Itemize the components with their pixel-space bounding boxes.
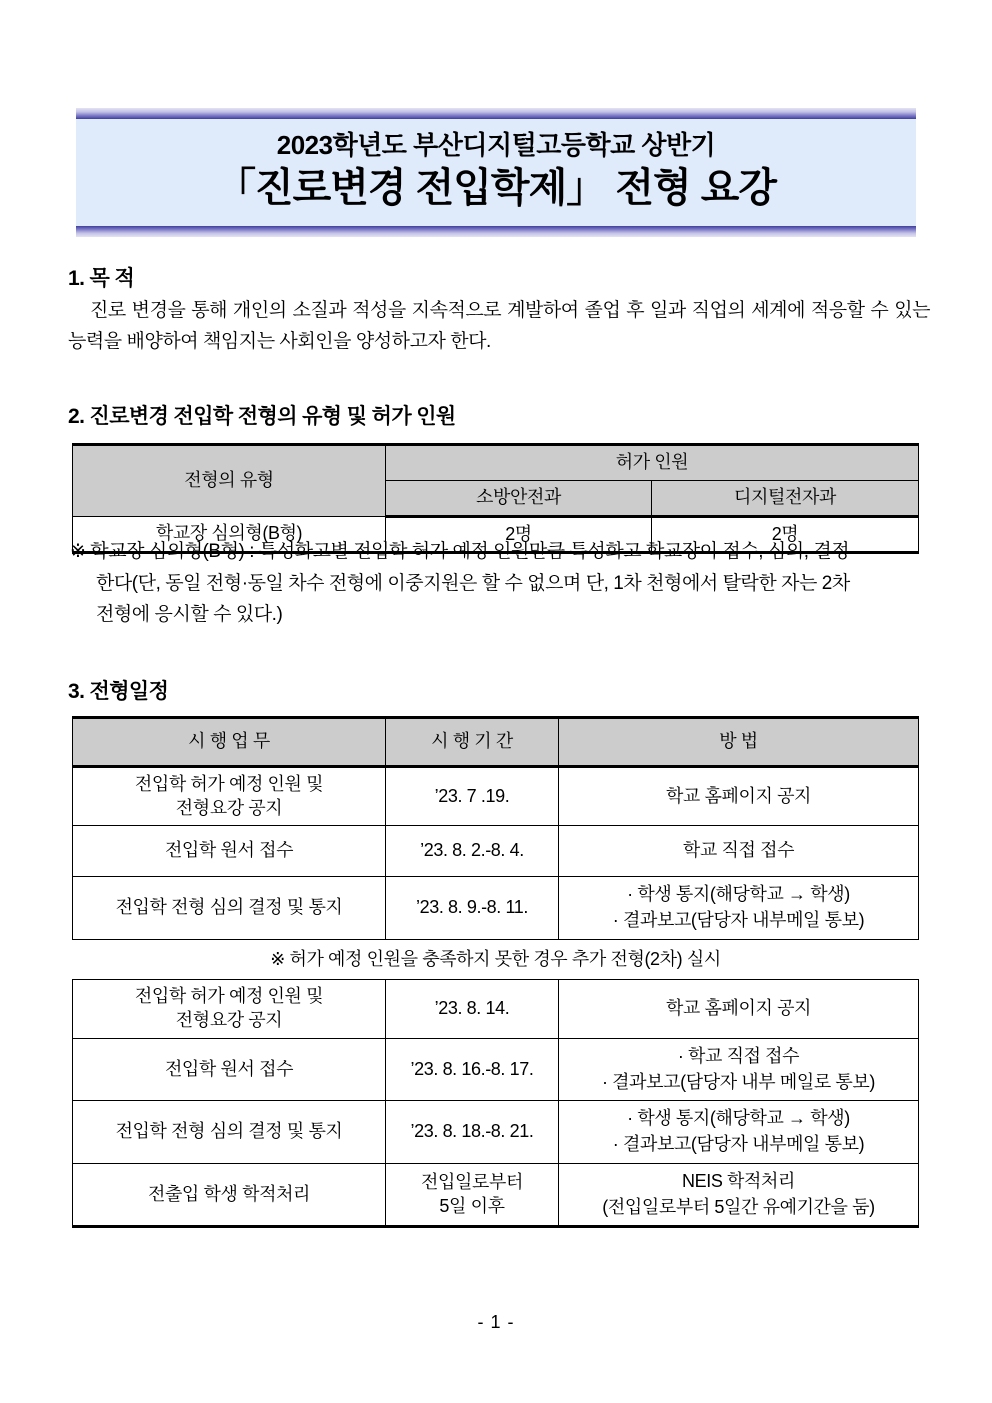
- section-heading-schedule: 3. 전형일정: [68, 680, 169, 703]
- schedule-task: [73, 980, 386, 1039]
- banner-bottom-rule: [76, 226, 916, 237]
- quota-header-type: 전형의 유형: [73, 445, 386, 517]
- schedule-task: 전입학 전형 심의 결정 및 통지: [73, 1101, 386, 1164]
- schedule-period: ’23. 8. 2.-8. 4.: [386, 826, 559, 877]
- schedule-method: [559, 877, 919, 940]
- schedule-method-line: · 결과보고(담당자 내부 메일로 통보): [601, 1071, 876, 1092]
- schedule-spanner-note: ※ 허가 예정 인원을 충족하지 못한 경우 추가 전형(2차) 실시: [73, 939, 919, 980]
- schedule-task: 전입학 원서 접수: [73, 826, 386, 877]
- table-row: [73, 980, 919, 1039]
- schedule-table: [72, 716, 919, 1228]
- schedule-method: [559, 1163, 919, 1227]
- quota-cell-dept2: 2명: [652, 516, 919, 553]
- schedule-header-period: 시 행 기 간: [386, 718, 559, 767]
- page-number: - 1 -: [477, 1312, 515, 1332]
- schedule-period: ’23. 7 .19.: [386, 766, 559, 826]
- schedule-task: 전입학 전형 심의 결정 및 통지: [73, 877, 386, 940]
- schedule-period: ’23. 8. 9.-8. 11.: [386, 877, 559, 940]
- schedule-method-line: · 학교 직접 접수: [677, 1045, 800, 1066]
- table-row: [73, 1038, 919, 1101]
- types-note-line-1: ※ 학교장 심의형(B형) : 특성화고별 전입학 허가 예정 인원만큼 특성화고 학교장이 접수, 심의, 결정: [70, 541, 850, 562]
- schedule-method-line: · 결과보고(담당자 내부메일 통보): [612, 909, 865, 930]
- schedule-header-task: 시 행 업 무: [73, 718, 386, 767]
- schedule-method-line: · 학생 통지(해당학교 → 학생): [627, 1108, 850, 1129]
- table-row: [73, 766, 919, 826]
- banner-top-rule: [76, 108, 916, 119]
- schedule-method: [559, 1101, 919, 1164]
- schedule-method: [559, 1038, 919, 1101]
- quota-header-dept1: 소방안전과: [386, 480, 652, 516]
- schedule-method-line: 학교 홈페이지 공지: [665, 998, 812, 1019]
- banner-body: [76, 119, 916, 226]
- banner-subtitle: 2023학년도 부산디지털고등학교 상반기: [276, 130, 716, 160]
- schedule-task-line: 전형요강 공지: [175, 797, 283, 818]
- schedule-method-line: (전입일로부터 5일간 유예기간을 둠): [602, 1196, 875, 1217]
- schedule-task-line: 전형요강 공지: [175, 1010, 283, 1030]
- schedule-header-method: 방 법: [559, 718, 919, 767]
- table-header-row: [73, 718, 919, 767]
- quota-cell-dept1: 2명: [386, 516, 652, 553]
- table-spanner-row: [73, 939, 919, 980]
- schedule-task-line: 전입학 허가 예정 인원 및: [134, 986, 324, 1007]
- types-note: [70, 536, 932, 631]
- schedule-method-line: · 결과보고(담당자 내부메일 통보): [612, 1134, 865, 1154]
- section-heading-types: 2. 진로변경 전입학 전형의 유형 및 허가 인원: [68, 405, 456, 428]
- title-banner: [76, 108, 916, 237]
- schedule-period: ’23. 8. 16.-8. 17.: [386, 1038, 559, 1101]
- schedule-period: [386, 1163, 559, 1227]
- table-row: [73, 826, 919, 877]
- schedule-method: [559, 980, 919, 1039]
- table-row: [73, 445, 919, 481]
- banner-title: 「진로변경 전입학제」 전형 요강: [215, 165, 777, 210]
- schedule-period: ’23. 8. 14.: [386, 980, 559, 1039]
- table-row: [73, 877, 919, 940]
- table-row: [73, 1101, 919, 1164]
- schedule-method-line: 학교 홈페이지 공지: [665, 785, 812, 806]
- quota-cell-type: 학교장 심의형(B형): [73, 516, 386, 553]
- schedule-method: [559, 826, 919, 877]
- schedule-task: 전출입 학생 학적처리: [73, 1163, 386, 1227]
- schedule-method-line: NEIS 학적처리: [682, 1170, 795, 1191]
- types-note-line-3: 전형에 응시할 수 있다.): [96, 604, 283, 626]
- quota-header-group: 허가 인원: [386, 445, 919, 481]
- schedule-period-line: 5일 이후: [439, 1195, 505, 1216]
- schedule-task: [73, 766, 386, 826]
- schedule-method-line: · 학생 통지(해당학교 → 학생): [627, 884, 850, 904]
- schedule-task-line: 전입학 허가 예정 인원 및: [134, 773, 324, 794]
- purpose-body-text: 진로 변경을 통해 개인의 소질과 적성을 지속적으로 계발하여 졸업 후 일과 직업의 세계에 적응할 수 있는 능력을 배양하여 책임지는 사회인을 양성하고자 한다.: [68, 300, 930, 352]
- schedule-method: [559, 766, 919, 826]
- schedule-task: 전입학 원서 접수: [73, 1038, 386, 1101]
- schedule-period-line: 전입일로부터: [421, 1171, 523, 1192]
- schedule-period: ’23. 8. 18.-8. 21.: [386, 1101, 559, 1164]
- types-note-line-2: 한다(단, 동일 전형·동일 차수 전형에 이중지원은 할 수 없으며 단, 1차 천형에서 탈락한 자는 2차: [96, 572, 850, 594]
- table-row: [73, 1163, 919, 1227]
- section-heading-purpose: 1. 목 적: [68, 267, 135, 290]
- schedule-method-line: 학교 직접 접수: [682, 840, 795, 861]
- quota-header-dept2: 디지털전자과: [652, 480, 919, 516]
